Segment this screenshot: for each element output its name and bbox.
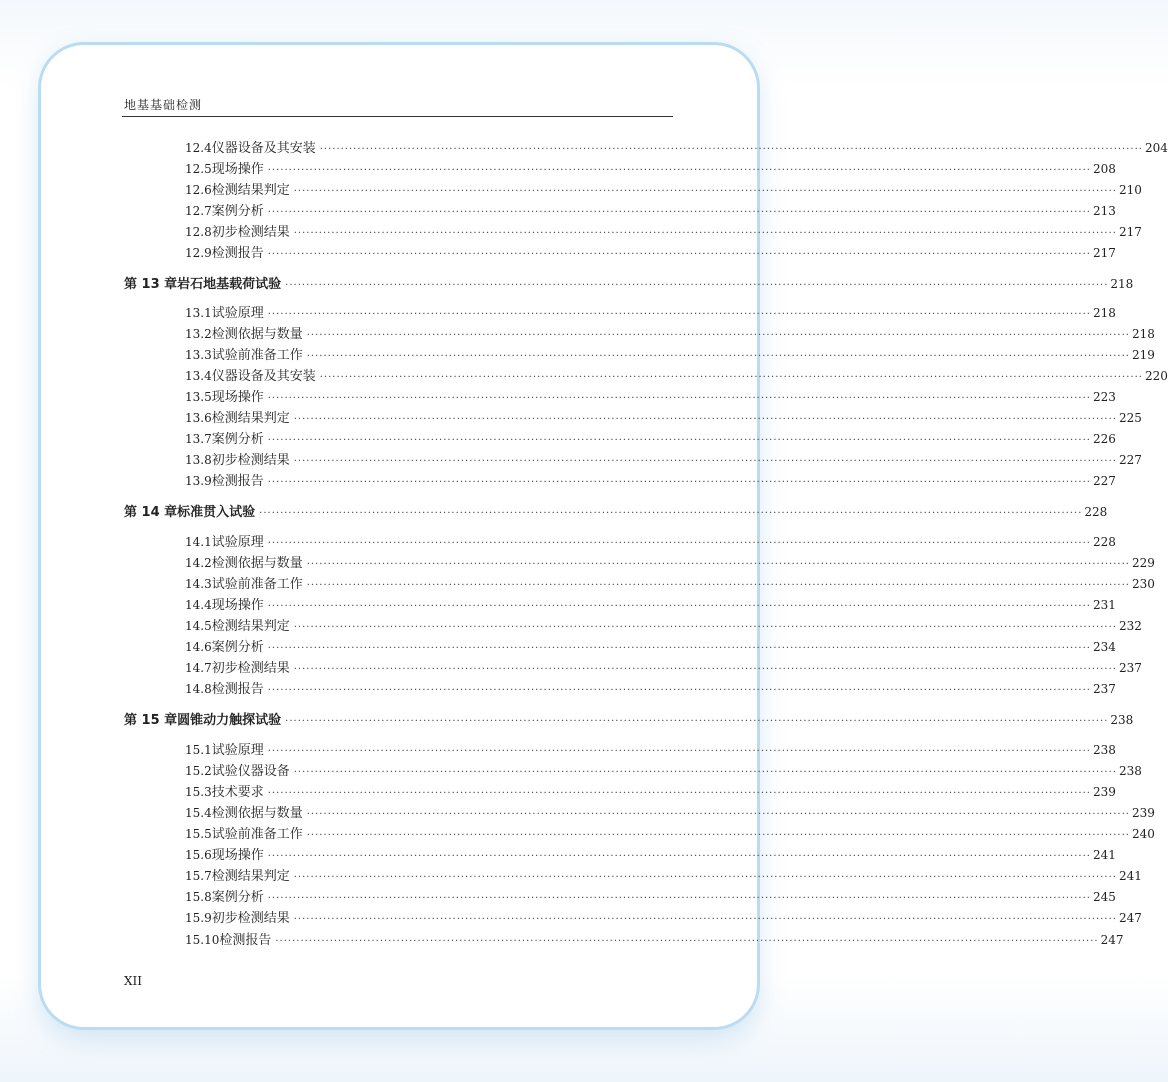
section-number: 12.5	[185, 162, 212, 176]
toc-section-row[interactable]	[185, 639, 1116, 657]
page-number: 240	[1131, 827, 1155, 841]
section-title: 试验前准备工作	[211, 827, 303, 842]
section-title: 检测报告	[211, 474, 264, 489]
section-title: 检测依据与数量	[211, 556, 303, 571]
dot-leader: ·····································································································································································································	[293, 872, 1117, 883]
section-number: 15.2	[185, 764, 212, 778]
page-number: 230	[1131, 577, 1155, 591]
dot-leader: ·····································································································································································································	[293, 186, 1117, 197]
section-title: 现场操作	[211, 598, 264, 613]
page-number: 237	[1118, 661, 1142, 675]
dot-leader: ·····································································································································································································	[306, 351, 1130, 362]
section-number: 12.6	[185, 183, 212, 197]
section-title: 检测结果判定	[211, 869, 290, 884]
toc-section-row[interactable]	[185, 555, 1155, 573]
dot-leader: ·····································································································································································································	[293, 622, 1117, 633]
page-number: 217	[1118, 225, 1142, 239]
dot-leader: ·····································································································································································································	[306, 809, 1130, 820]
dot-leader: ·····································································································································································································	[306, 830, 1130, 841]
toc-section-row[interactable]	[185, 805, 1155, 823]
dot-leader: ·····································································································································································································	[319, 144, 1143, 155]
page-number: 234	[1092, 640, 1116, 654]
section-number: 13.9	[185, 474, 212, 488]
page-number: 238	[1092, 743, 1116, 757]
section-number: 15.9	[185, 911, 212, 925]
section-title: 案例分析	[211, 640, 264, 655]
section-number: 13.2	[185, 327, 212, 341]
dot-leader: ·····································································································································································································	[267, 601, 1091, 612]
section-title: 技术要求	[211, 785, 264, 800]
section-number: 13.6	[185, 411, 212, 425]
section-number: 14.6	[185, 640, 212, 654]
section-number: 14.4	[185, 598, 212, 612]
section-title: 检测报告	[211, 682, 264, 697]
section-title: 仪器设备及其安装	[211, 141, 316, 156]
section-number: 15.7	[185, 869, 212, 883]
page-number: 227	[1118, 453, 1142, 467]
toc-section-row[interactable]	[185, 742, 1116, 760]
section-title: 现场操作	[211, 848, 264, 863]
chapter-number: 第 13 章	[124, 277, 178, 292]
toc-section-row[interactable]	[185, 847, 1116, 865]
toc-section-row[interactable]	[185, 784, 1116, 802]
page-number: 208	[1092, 162, 1116, 176]
section-number: 14.5	[185, 619, 212, 633]
section-number: 15.5	[185, 827, 212, 841]
toc-section-row[interactable]	[185, 534, 1116, 552]
page-number: 239	[1131, 806, 1155, 820]
dot-leader: ·····································································································································································································	[267, 893, 1091, 904]
toc-section-row[interactable]	[185, 452, 1142, 470]
section-title: 检测结果判定	[211, 411, 290, 426]
page-number: 213	[1092, 204, 1116, 218]
dot-leader: ·····································································································································································································	[275, 936, 1099, 947]
page-number: 239	[1092, 785, 1116, 799]
toc-section-row[interactable]	[185, 826, 1155, 844]
page-number: 231	[1092, 598, 1116, 612]
section-number: 13.3	[185, 348, 212, 362]
section-number: 15.10	[185, 933, 220, 947]
section-title: 检测报告	[219, 933, 272, 948]
section-number: 13.5	[185, 390, 212, 404]
dot-leader: ·····································································································································································································	[267, 207, 1091, 218]
dot-leader: ·····································································································································································································	[267, 851, 1091, 862]
toc-section-row[interactable]	[185, 473, 1116, 491]
page-number: 217	[1092, 246, 1116, 260]
page-number: 219	[1131, 348, 1155, 362]
header-rule	[122, 116, 673, 117]
page-number: 228	[1084, 505, 1108, 519]
section-number: 15.4	[185, 806, 212, 820]
page-number: 241	[1118, 869, 1142, 883]
toc-section-row[interactable]	[185, 576, 1155, 594]
section-title: 初步检测结果	[211, 225, 290, 240]
page-number: 218	[1092, 306, 1116, 320]
dot-leader: ·····································································································································································································	[293, 914, 1117, 925]
toc-section-row[interactable]	[185, 203, 1116, 221]
section-title: 检测报告	[211, 246, 264, 261]
section-title: 检测依据与数量	[211, 806, 303, 821]
dot-leader: ·····································································································································································································	[267, 643, 1091, 654]
section-number: 12.7	[185, 204, 212, 218]
page-number: 218	[1131, 327, 1155, 341]
section-number: 13.7	[185, 432, 212, 446]
section-title: 试验前准备工作	[211, 348, 303, 363]
page-number: 241	[1092, 848, 1116, 862]
page-number: 210	[1118, 183, 1142, 197]
toc-section-row[interactable]	[185, 410, 1142, 428]
toc-section-row[interactable]	[185, 597, 1116, 615]
section-title: 试验原理	[211, 535, 264, 550]
toc-section-row[interactable]	[185, 618, 1142, 636]
dot-leader: ·····································································································································································································	[306, 580, 1130, 591]
running-head: 地基基础检测	[124, 98, 203, 112]
dot-leader: ·····································································································································································································	[293, 456, 1117, 467]
toc-section-row[interactable]	[185, 305, 1116, 323]
chapter-number: 第 14 章	[124, 505, 178, 520]
dot-leader: ·····································································································································································································	[293, 767, 1117, 778]
page-number: 218	[1110, 277, 1134, 291]
section-number: 12.4	[185, 141, 212, 155]
section-number: 15.8	[185, 890, 212, 904]
dot-leader: ·····································································································································································································	[267, 393, 1091, 404]
section-number: 14.3	[185, 577, 212, 591]
dot-leader: ·····································································································································································································	[319, 372, 1143, 383]
page-number: 225	[1118, 411, 1142, 425]
page-number: 204	[1144, 141, 1168, 155]
page-number: 220	[1144, 369, 1168, 383]
section-title: 检测依据与数量	[211, 327, 303, 342]
section-title: 现场操作	[211, 162, 264, 177]
toc-chapter-row[interactable]	[124, 504, 1108, 522]
section-number: 13.4	[185, 369, 212, 383]
section-number: 14.7	[185, 661, 212, 675]
toc-section-row[interactable]	[185, 368, 1168, 386]
dot-leader: ·····································································································································································································	[267, 435, 1091, 446]
toc-chapter-row[interactable]	[124, 276, 1134, 294]
dot-leader: ·····································································································································································································	[267, 746, 1091, 757]
dot-leader: ·····································································································································································································	[267, 477, 1091, 488]
dot-leader: ·····································································································································································································	[267, 165, 1091, 176]
chapter-title: 圆锥动力触探试验	[177, 713, 282, 728]
section-number: 15.3	[185, 785, 212, 799]
section-title: 案例分析	[211, 432, 264, 447]
section-number: 14.2	[185, 556, 212, 570]
dot-leader: ·····································································································································································································	[293, 414, 1117, 425]
page-number: 245	[1092, 890, 1116, 904]
section-number: 15.6	[185, 848, 212, 862]
toc-section-row[interactable]	[185, 868, 1142, 886]
toc-section-row[interactable]	[185, 660, 1142, 678]
dot-leader: ·····································································································································································································	[285, 716, 1109, 727]
dot-leader: ·····································································································································································································	[293, 664, 1117, 675]
section-number: 14.1	[185, 535, 212, 549]
toc-section-row[interactable]	[185, 889, 1116, 907]
page-number: 226	[1092, 432, 1116, 446]
dot-leader: ·····································································································································································································	[259, 508, 1083, 519]
chapter-title: 岩石地基载荷试验	[177, 277, 282, 292]
section-title: 检测结果判定	[211, 183, 290, 198]
page-number: 247	[1118, 911, 1142, 925]
dot-leader: ·····································································································································································································	[267, 538, 1091, 549]
section-number: 15.1	[185, 743, 212, 757]
page-folio: XII	[124, 974, 143, 988]
toc-section-row[interactable]	[185, 910, 1142, 928]
toc-section-row[interactable]	[185, 681, 1116, 699]
section-title: 案例分析	[211, 204, 264, 219]
dot-leader: ·····································································································································································································	[306, 559, 1130, 570]
toc-chapter-row[interactable]	[124, 712, 1134, 730]
toc-section-row[interactable]	[185, 182, 1142, 200]
toc-section-row[interactable]	[185, 161, 1116, 179]
toc-section-row[interactable]	[185, 763, 1142, 781]
page-number: 247	[1100, 933, 1124, 947]
page-number: 237	[1092, 682, 1116, 696]
toc-section-row[interactable]	[185, 347, 1155, 365]
page-number: 238	[1118, 764, 1142, 778]
section-title: 案例分析	[211, 890, 264, 905]
section-title: 检测结果判定	[211, 619, 290, 634]
section-title: 试验前准备工作	[211, 577, 303, 592]
toc-section-row[interactable]	[185, 140, 1168, 158]
dot-leader: ·····································································································································································································	[267, 788, 1091, 799]
toc-section-row[interactable]	[185, 932, 1124, 950]
section-title: 初步检测结果	[211, 453, 290, 468]
toc-section-row[interactable]	[185, 431, 1116, 449]
section-title: 初步检测结果	[211, 661, 290, 676]
dot-leader: ·····································································································································································································	[267, 685, 1091, 696]
page-number: 238	[1110, 713, 1134, 727]
section-number: 14.8	[185, 682, 212, 696]
dot-leader: ·····································································································································································································	[306, 330, 1130, 341]
page-number: 232	[1118, 619, 1142, 633]
page-number: 229	[1131, 556, 1155, 570]
section-number: 12.8	[185, 225, 212, 239]
toc-section-row[interactable]	[185, 224, 1142, 242]
chapter-title: 标准贯入试验	[177, 505, 256, 520]
section-number: 12.9	[185, 246, 212, 260]
section-title: 试验仪器设备	[211, 764, 290, 779]
section-title: 试验原理	[211, 743, 264, 758]
dot-leader: ·····································································································································································································	[293, 228, 1117, 239]
page-number: 227	[1092, 474, 1116, 488]
section-number: 13.1	[185, 306, 212, 320]
section-title: 仪器设备及其安装	[211, 369, 316, 384]
dot-leader: ·····································································································································································································	[285, 280, 1109, 291]
dot-leader: ·····································································································································································································	[267, 249, 1091, 260]
section-title: 现场操作	[211, 390, 264, 405]
dot-leader: ·····································································································································································································	[267, 309, 1091, 320]
page-number: 228	[1092, 535, 1116, 549]
section-title: 试验原理	[211, 306, 264, 321]
section-title: 初步检测结果	[211, 911, 290, 926]
toc-section-row[interactable]	[185, 326, 1155, 344]
chapter-number: 第 15 章	[124, 713, 178, 728]
toc-section-row[interactable]	[185, 389, 1116, 407]
section-number: 13.8	[185, 453, 212, 467]
toc-section-row[interactable]	[185, 245, 1116, 263]
page-number: 223	[1092, 390, 1116, 404]
